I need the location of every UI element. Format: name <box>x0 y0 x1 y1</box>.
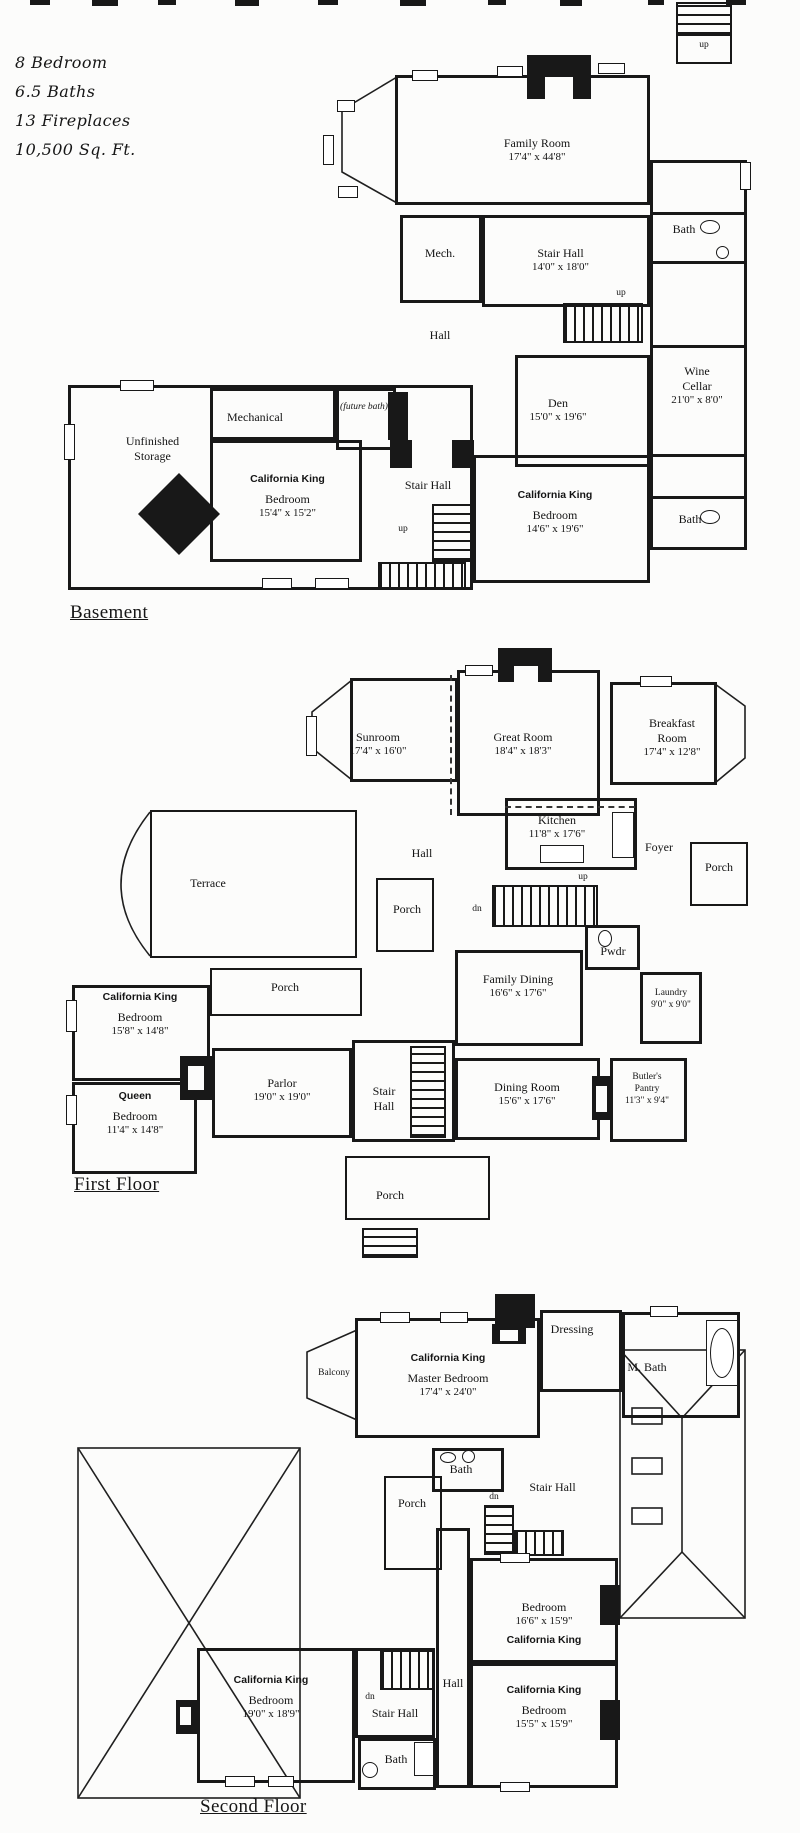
window <box>465 665 493 676</box>
basement-lower-stairs-run <box>378 562 466 590</box>
first-bedroom-ck-label <box>74 991 206 1039</box>
bed-size: California King <box>233 1674 309 1686</box>
kitchen-island <box>540 845 584 863</box>
property-stats <box>15 48 136 164</box>
toilet-fixture <box>716 246 729 259</box>
room-name: Bedroom <box>532 508 578 523</box>
room-name: Stair Hall <box>371 1706 419 1720</box>
window <box>598 63 625 74</box>
second-bath-lower-label <box>368 1752 424 1767</box>
room-name: Hall <box>429 328 451 342</box>
room-name: Terrace <box>190 876 226 890</box>
basement-title: Basement <box>70 602 149 623</box>
room-name: Stair Hall <box>404 478 452 492</box>
window <box>412 70 438 81</box>
window <box>380 1312 410 1323</box>
first-breakfast-room-label <box>622 716 722 760</box>
room-name: (future bath) <box>340 402 388 412</box>
scan-artifact <box>488 0 506 5</box>
room-name: Porch <box>376 1188 404 1202</box>
window <box>337 100 355 112</box>
window <box>268 1776 294 1787</box>
room-name: Porch <box>398 1496 426 1510</box>
room-name: Porch <box>271 980 299 994</box>
window <box>740 162 751 190</box>
second-bedroom-ne-label <box>478 1600 610 1647</box>
second-lower-stairs <box>380 1650 434 1690</box>
room-name: Wine Cellar <box>682 364 712 393</box>
second-balcony-label <box>308 1368 360 1380</box>
first-stair-hall-label <box>362 1084 406 1114</box>
basement-den-label <box>508 396 608 425</box>
basement-stair-hall-upper-label <box>498 246 623 275</box>
first-great-room-label <box>463 730 583 759</box>
basement-bath-upper-walls <box>650 212 747 264</box>
second-chimney-block <box>495 1294 535 1328</box>
wall-chunk <box>388 392 408 440</box>
window <box>650 1306 678 1317</box>
room-name: Mech. <box>424 246 456 260</box>
room-dims: 11'8" x 17'6" <box>528 828 586 840</box>
basement-stair-hall-lower-label <box>390 478 466 493</box>
room-dims: 17'4" x 24'0" <box>419 1386 477 1399</box>
first-great-room-fireplace-opening <box>514 666 538 682</box>
room-name: Bath <box>449 1462 473 1476</box>
room-name: Hall <box>442 1676 464 1690</box>
first-porch-steps <box>362 1228 418 1258</box>
first-parlor-fireplace-opening <box>188 1066 204 1090</box>
basement-mech-label <box>405 246 475 261</box>
first-porch-bottom-label <box>362 1188 418 1203</box>
first-hall-label <box>402 846 442 861</box>
scan-artifact <box>30 0 50 5</box>
room-name: Family Room <box>503 136 571 150</box>
basement-upper-stairs-up-label: up <box>616 288 626 298</box>
room-dims: 15'5" x 15'9" <box>515 1718 573 1731</box>
bed-size: California King <box>506 1684 582 1696</box>
scan-artifact <box>560 0 582 6</box>
bed-size: California King <box>506 1633 582 1646</box>
stat-fireplaces: 13 Fireplaces <box>15 111 131 130</box>
basement-mechanical-label <box>200 410 310 425</box>
basement-wine-cellar-label <box>657 364 737 408</box>
room-dims: 9'0" x 9'0" <box>651 999 691 1010</box>
room-name: Hall <box>411 846 433 860</box>
room-name: Butler's Pantry <box>632 1072 662 1094</box>
stat-baths: 6.5 Baths <box>15 82 96 101</box>
room-name: Bedroom <box>117 1010 163 1025</box>
basement-lower-stairs <box>432 504 472 562</box>
first-stairs-dn-label: dn <box>472 904 482 914</box>
room-dims: 17'4" x 16'0" <box>349 745 407 757</box>
second-floor-title: Second Floor <box>200 1796 307 1817</box>
basement-bath-lower-label <box>662 512 718 527</box>
room-name: Bath <box>678 512 702 526</box>
first-sunroom-label <box>318 730 438 759</box>
window <box>306 716 317 756</box>
first-porch-left-label <box>255 980 315 995</box>
room-name: Bath <box>384 1752 408 1766</box>
scan-artifact <box>158 0 176 5</box>
scan-artifact <box>318 0 338 5</box>
kitchen-counter-dashed-line <box>505 806 635 808</box>
room-dims: 14'0" x 18'0" <box>532 261 589 273</box>
room-dims: 16'6" x 15'9" <box>515 1615 573 1627</box>
bed-size: California King <box>250 473 325 485</box>
window <box>315 578 349 589</box>
window <box>497 66 523 77</box>
room-name: Bedroom <box>521 1703 567 1718</box>
room-name: Sunroom <box>355 730 400 744</box>
bed-size: California King <box>517 489 593 501</box>
scan-artifact <box>648 0 664 5</box>
bed-size: California King <box>410 1352 486 1364</box>
basement-lower-stairs-up-label: up <box>398 524 408 534</box>
room-name: Dining Room <box>494 1080 560 1094</box>
second-upper-stairs-run1 <box>484 1505 514 1555</box>
basement-family-room-label <box>477 136 597 165</box>
second-master-fireplace-opening <box>500 1330 518 1341</box>
scan-artifact <box>235 0 259 6</box>
basement-bedroom-left-label <box>215 473 360 521</box>
first-pwdr-label <box>588 944 638 959</box>
first-foyer-label <box>628 840 690 855</box>
room-name: Unfinished Storage <box>125 434 180 463</box>
basement-upper-stairs <box>563 303 643 343</box>
room-dims: 17'4" x 44'8" <box>508 151 566 163</box>
basement-family-room-fireplace-opening <box>545 77 573 99</box>
second-hall-walls <box>436 1528 470 1788</box>
room-name: Laundry <box>654 988 688 998</box>
window <box>500 1553 530 1563</box>
second-bedroom-w-fireplace-opening <box>180 1707 191 1725</box>
second-porch-walls <box>384 1476 442 1570</box>
wall-chunk <box>390 440 412 468</box>
room-name: Kitchen <box>538 813 576 827</box>
second-stairs-dn-label: dn <box>489 1492 499 1502</box>
room-dims: 11'3" x 9'4" <box>624 1095 670 1106</box>
first-floor-title: First Floor <box>74 1174 160 1195</box>
room-dims: 18'4" x 18'3" <box>494 745 552 757</box>
room-name: Master Bedroom <box>407 1371 489 1386</box>
window <box>500 1782 530 1792</box>
basement-entry-stairs-up-label: up <box>699 40 709 50</box>
second-bedroom-w-label <box>206 1674 336 1722</box>
window <box>338 186 358 198</box>
bed-size: Queen <box>118 1090 152 1102</box>
first-laundry-label <box>640 988 702 1012</box>
second-m-bath-label <box>612 1360 682 1375</box>
room-name: Family Dining <box>482 972 554 986</box>
first-parlor-label <box>222 1076 342 1105</box>
room-name: Foyer <box>645 840 673 854</box>
room-name: Stair Hall <box>372 1084 396 1113</box>
basement-hall-label <box>415 328 465 343</box>
room-name: Parlor <box>267 1076 297 1090</box>
stat-square-feet: 10,500 Sq. Ft. <box>15 140 136 159</box>
window <box>225 1776 255 1787</box>
window <box>323 135 334 165</box>
second-hall-label <box>432 1676 474 1691</box>
room-dims: 15'6" x 17'6" <box>498 1095 556 1107</box>
room-name: Bedroom <box>265 492 310 507</box>
room-name: Stair Hall <box>537 246 584 260</box>
room-dims: 21'0" x 8'0" <box>671 394 723 406</box>
second-stair-hall-lower-label <box>355 1706 435 1721</box>
room-dims: 14'6" x 19'6" <box>526 523 584 536</box>
first-terrace-label <box>158 876 258 891</box>
first-stairs-up-label: up <box>578 872 588 882</box>
room-dims: 15'0" x 19'6" <box>529 411 587 423</box>
room-name: Great Room <box>493 730 553 744</box>
sunroom-great-room-divider <box>450 675 452 815</box>
room-name: Stair Hall <box>529 1480 576 1494</box>
scan-artifact <box>92 0 118 6</box>
room-dims: 11'4" x 14'8" <box>106 1124 164 1137</box>
first-stair-hall-stairs <box>410 1046 446 1138</box>
second-dressing-label <box>532 1322 612 1337</box>
second-bedroom-se-label <box>478 1684 610 1732</box>
window <box>440 1312 468 1323</box>
window <box>262 578 292 589</box>
first-butlers-pantry-label <box>604 1072 690 1108</box>
room-name: Mechanical <box>227 410 283 424</box>
basement-entry-stairs <box>676 2 732 36</box>
room-name: Den <box>548 396 568 410</box>
room-name: Bath <box>672 222 696 236</box>
bed-size: California King <box>102 991 178 1003</box>
second-porch-label <box>384 1496 440 1511</box>
window <box>120 380 154 391</box>
scan-artifact <box>400 0 426 6</box>
first-dining-room-label <box>462 1080 592 1109</box>
second-stair-hall-upper-label <box>500 1480 605 1495</box>
room-name: Dressing <box>550 1322 594 1336</box>
room-name: Balcony <box>318 1368 350 1378</box>
room-dims: 15'4" x 15'2" <box>259 507 316 520</box>
first-porch-right-label <box>688 860 750 875</box>
room-name: Breakfast Room <box>649 716 695 745</box>
second-lower-stairs-dn-label: dn <box>365 1692 375 1702</box>
room-dims: 19'0" x 19'0" <box>253 1091 311 1103</box>
room-name: Pwdr <box>600 944 626 958</box>
first-family-dining-label <box>452 972 584 1001</box>
room-dims: 15'8" x 14'8" <box>111 1025 169 1038</box>
window <box>640 676 672 687</box>
room-name: Bedroom <box>248 1693 294 1708</box>
second-bath-upper-label <box>432 1462 490 1477</box>
first-center-stairs <box>492 885 598 927</box>
room-name: M. Bath <box>627 1360 667 1374</box>
room-name: Porch <box>705 860 733 874</box>
room-dims: 17'4" x 12'8" <box>643 746 701 758</box>
room-name: Bedroom <box>521 1600 567 1614</box>
room-name: Porch <box>393 902 421 916</box>
room-dims: 19'0" x 18'9" <box>242 1708 300 1721</box>
window <box>64 424 75 460</box>
second-master-bedroom-label <box>358 1352 538 1400</box>
basement-bedroom-right-label <box>480 489 630 537</box>
room-dims: 16'6" x 17'6" <box>489 987 547 999</box>
first-bedroom-queen-label <box>74 1090 196 1138</box>
room-name: Bedroom <box>112 1109 158 1124</box>
tub-fixture <box>710 1328 734 1378</box>
first-porch-center-label <box>378 902 436 917</box>
basement-bath-upper-label <box>656 222 712 237</box>
first-kitchen-label <box>502 813 612 842</box>
basement-unfinished-storage-label <box>95 434 210 464</box>
stat-bedrooms: 8 Bedroom <box>15 53 108 72</box>
